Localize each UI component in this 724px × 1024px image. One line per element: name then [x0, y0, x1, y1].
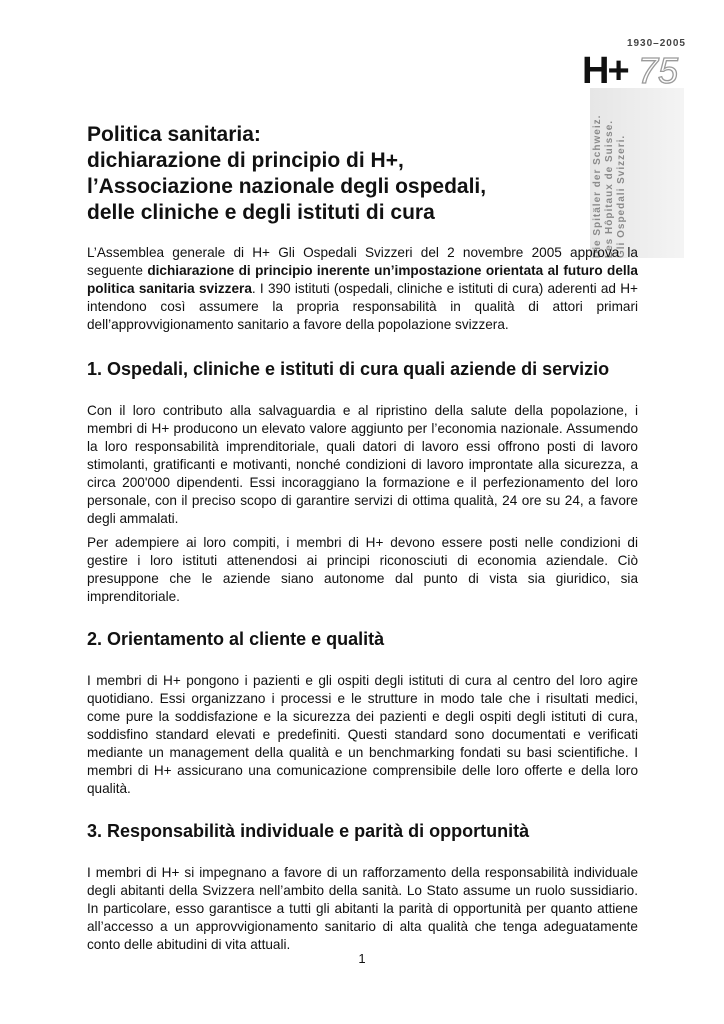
logo-line-de: Die Spitäler der Schweiz. [592, 114, 603, 258]
document-title [87, 122, 587, 226]
intro-bold-text: dichiarazione di principio inerente un’impostazione orientata al futuro della politica sanitaria svizzera [87, 263, 638, 296]
section-1-paragraph-1: Con il loro contributo alla salvaguardia e al ripristino della salute della popolazione, i membri di H+ producono un elevato valore aggiunto per l’economia nazionale. Assumendo la loro responsabilità imprenditoriale, quali datori di lavoro essi offrono posti di lavoro stimolanti, gratificanti e motivanti, nonché condizioni di lavoro improntate alla sicurezza, a circa 200'000 dipendenti. Essi incoraggiano la formazione e il perfezionamento del loro personale, con il preciso scopo di garantire servizi di ottima qualità, 24 ore su 24, a favore degli ammalati. [87, 403, 638, 526]
hplus-75-logo [582, 38, 692, 258]
title-line: dichiarazione di principio di H+, [87, 149, 404, 172]
title-line: Politica sanitaria: [87, 123, 261, 146]
page-number: 1 [358, 951, 366, 966]
title-line: l’Associazione nazionale degli ospedali, [87, 175, 487, 198]
section-heading-text: Responsabilità individuale e parità di opportunità [107, 821, 530, 841]
section-heading-text: Orientamento al cliente e qualità [107, 629, 385, 649]
document-body [87, 244, 638, 954]
section-number: 2. [87, 629, 103, 649]
title-line: delle cliniche e degli istituti di cura [87, 201, 435, 224]
section-1-heading [87, 358, 638, 380]
section-3-paragraph-1: I membri di H+ si impegnano a favore di un rafforzamento della responsabilità individuale degli abitanti della Svizzera nell’ambito della sanità. Lo Stato assume un ruolo sussidiario. In particolare, esso garantisce a tutti gli abitanti la parità di opportunità per quanto attiene all’accesso a un approvvigionamento sanitario di alta qualità che tenga adeguatamente conto delle abitudini di vita attuali. [87, 865, 638, 952]
section-3-heading [87, 820, 638, 842]
intro-paragraph: L’Assemblea generale di H+ Gli Ospedali Svizzeri del 2 novembre 2005 approva la seguente dichiarazione di principio inerente un’impostazione orientata al futuro della politica sanitaria svizzera. I 390 istituti (ospedali, cliniche e istituti di cura) aderenti ad H+ intendono così assumere la propria responsabilità in qualità di attori primari dell’approvvigionamento sanitario a favore della popolazione svizzera. [87, 245, 638, 332]
logo-mark-text: H+ [582, 52, 628, 88]
section-1-paragraph-2: Per adempiere ai loro compiti, i membri di H+ devono essere posti nelle condizioni di gestire i loro istituti attenendosi ai principi riconosciuti di economia aziendale. Ciò presuppone che le aziende siano autonome dal punto di vista sia giuridico, sia imprenditoriale. [87, 535, 638, 604]
logo-years: 1930–2005 [626, 38, 686, 49]
logo-anniversary: 75 [638, 52, 679, 88]
section-heading-text: Ospedali, cliniche e istituti di cura quali aziende di servizio [107, 359, 610, 379]
logo-line-fr: Les Hôpitaux de Suisse. [604, 119, 615, 258]
section-2-heading [87, 628, 638, 650]
section-number: 1. [87, 359, 103, 379]
logo-line-it: Gli Ospedali Svizzeri. [616, 134, 627, 258]
section-2-paragraph-1: I membri di H+ pongono i pazienti e gli ospiti degli istituti di cura al centro del loro agire quotidiano. Essi organizzano i processi e le strutture in modo tale che i risultati medici, come pure la soddisfazione e la sicurezza dei pazienti e degli ospiti degli istituti di cura, soddisfino standard elevati e predefiniti. Questi standard sono documentati e verificati mediante un management della qualità e un benchmarking fondati su basi scientifiche. I membri di H+ assicurano una comunicazione comprensibile delle loro offerte e della loro qualità. [87, 673, 638, 796]
hplus-75-mark [582, 52, 686, 88]
section-number: 3. [87, 821, 103, 841]
